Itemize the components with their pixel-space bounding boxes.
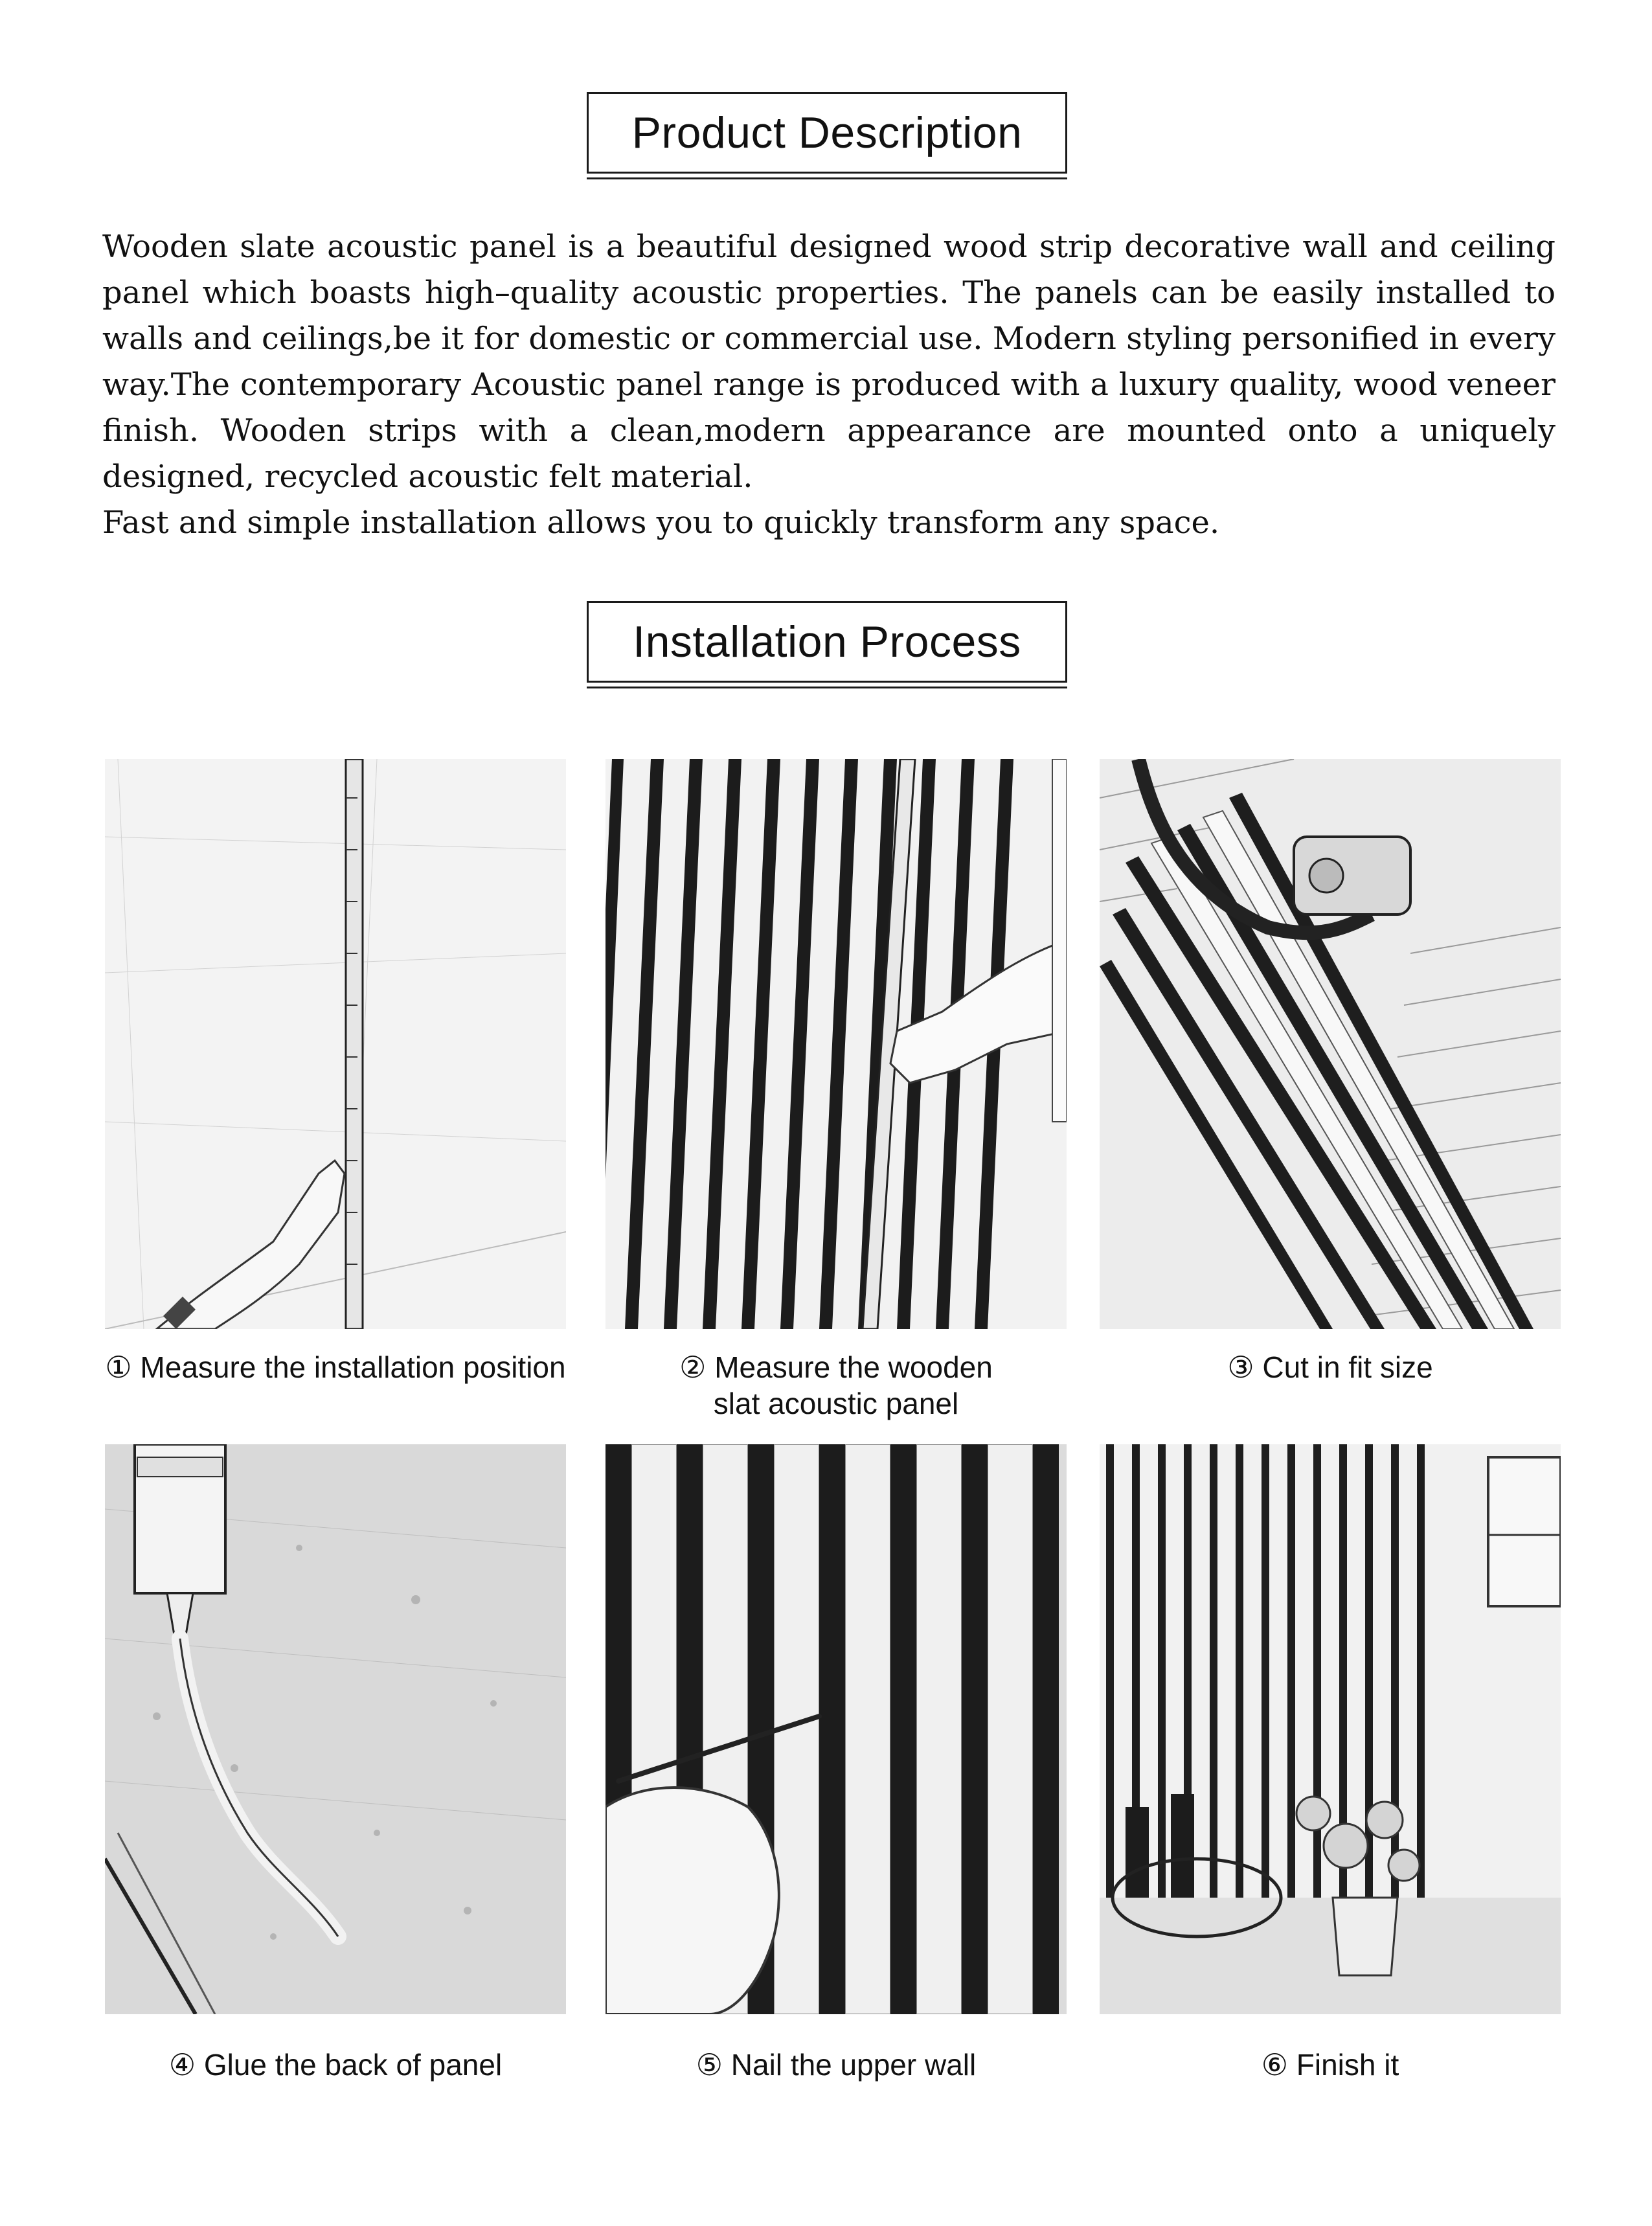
step-3-caption bbox=[1071, 1349, 1589, 1385]
step-text-line-2: slat acoustic panel bbox=[713, 1387, 959, 1420]
installation-process-title: Installation Process bbox=[633, 617, 1021, 666]
step-5-caption bbox=[577, 2047, 1095, 2083]
description-paragraph: Wooden slate acoustic panel is a beautiful designed wood strip decorative wall and ceiling panel which boasts high–quality acoustic properties. The panels can be easily installed to walls and ceilings,be it for domestic or commercial use. Modern styling personified in every way.The contemporary Acoustic panel range is produced with a luxury quality, wood veneer finish. Wooden strips with a clean,modern appearance are mounted onto a uniquely designed, recycled acoustic felt material. bbox=[102, 229, 1556, 495]
step-5-photo bbox=[605, 1444, 1067, 2014]
step-2-caption bbox=[577, 1349, 1095, 1422]
step-number: ⑤ bbox=[696, 2047, 723, 2082]
step-3-photo bbox=[1100, 759, 1561, 1329]
step-text: Nail the upper wall bbox=[730, 2048, 977, 2082]
product-description-text bbox=[102, 224, 1556, 546]
step-number: ③ bbox=[1227, 1350, 1254, 1385]
step-1-photo bbox=[105, 759, 566, 1329]
step-text: Cut in fit size bbox=[1262, 1350, 1433, 1384]
step-text: Measure the installation position bbox=[140, 1350, 566, 1384]
step-number: ⑥ bbox=[1261, 2047, 1288, 2082]
step-number: ② bbox=[679, 1350, 707, 1385]
product-description-heading bbox=[587, 92, 1067, 174]
step-4-caption bbox=[76, 2047, 594, 2083]
step-text: Measure the wooden bbox=[714, 1350, 993, 1384]
step-6-photo bbox=[1100, 1444, 1561, 2014]
description-paragraph: Fast and simple installation allows you to quickly transform any space. bbox=[102, 505, 1220, 541]
product-description-title: Product Description bbox=[631, 108, 1023, 157]
installation-process-heading bbox=[587, 601, 1067, 683]
step-number: ① bbox=[105, 1350, 132, 1385]
step-number: ④ bbox=[168, 2047, 196, 2082]
step-4-photo bbox=[105, 1444, 566, 2014]
step-text: Finish it bbox=[1296, 2048, 1399, 2082]
step-text: Glue the back of panel bbox=[203, 2048, 503, 2082]
step-1-caption bbox=[76, 1349, 594, 1385]
step-2-photo bbox=[605, 759, 1067, 1329]
step-6-caption bbox=[1071, 2047, 1589, 2083]
